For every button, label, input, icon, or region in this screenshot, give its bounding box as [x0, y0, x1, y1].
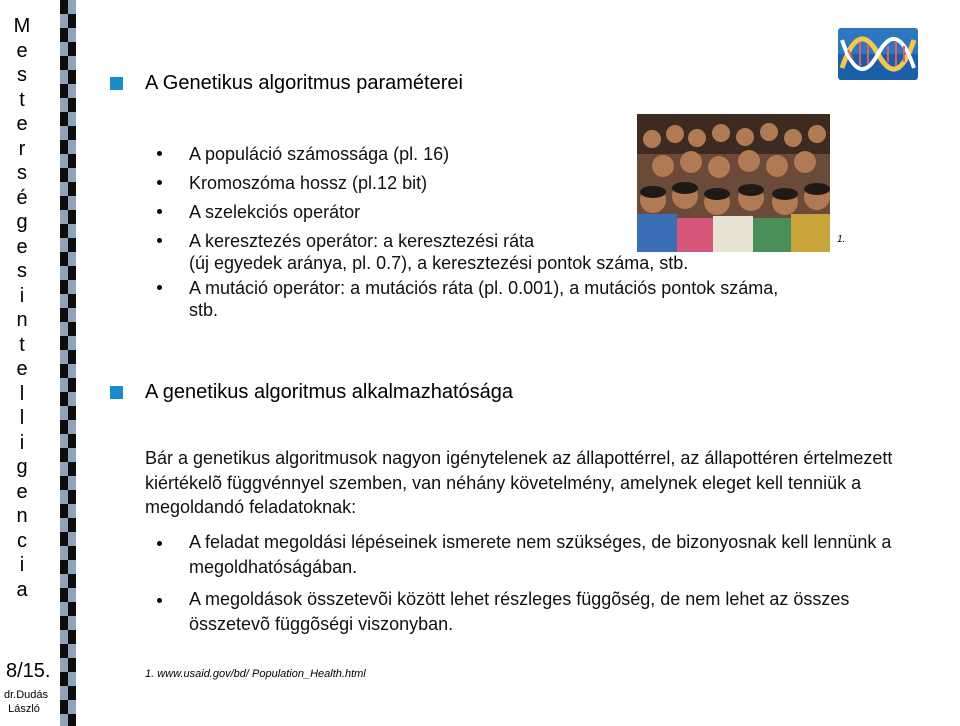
square-bullet-icon [110, 386, 123, 399]
vertical-title-letter: g [16, 456, 28, 478]
heading-text: A Genetikus algoritmus paraméterei [145, 72, 463, 94]
vertical-title-letter: i [19, 554, 25, 576]
list-item: Kromoszóma hossz (pl.12 bit) [153, 169, 913, 198]
vertical-title-letter: n [16, 309, 28, 331]
vertical-title-letter: e [16, 235, 28, 258]
vertical-title-letter: t [19, 88, 25, 111]
vertical-title-letter: t [19, 333, 25, 356]
image-reference-mark: 1. [837, 234, 846, 245]
applicability-paragraph: Bár a genetikus algoritmusok nagyon igénytelenek az állapottérrel, az állapottéren értelmezett kiértékelõ függvénnyel szemben, van néhány követelmény, amelynek eleget kell tenniük a megoldandó feladatoknak: [145, 448, 893, 517]
vertical-title-letter: e [16, 480, 28, 503]
dna-logo [838, 28, 918, 80]
square-bullet-icon [110, 77, 123, 90]
vertical-title-letter: s [17, 162, 27, 184]
vertical-title-letter: M [13, 15, 31, 37]
vertical-title-letter: r [18, 137, 26, 160]
list-item: A populáció számossága (pl. 16) [153, 140, 913, 169]
author-name: dr.Dudás László [4, 689, 49, 715]
list-item: A mutáció operátor: a mutációs ráta (pl. 0.001), a mutációs pontok száma, stb. [153, 274, 913, 321]
vertical-title-letter: l [19, 382, 25, 405]
footnote: 1. www.usaid.gov/bd/ Population_Health.html [145, 668, 366, 680]
requirements-list [153, 530, 933, 644]
vertical-title [0, 14, 44, 602]
list-item: A szelekciós operátor [153, 198, 913, 227]
vertical-title-letter: n [16, 505, 28, 527]
vertical-title-letter: é [16, 186, 28, 209]
vertical-title-letter: s [17, 64, 27, 86]
section-heading-parameters [110, 72, 463, 95]
vertical-title-letter: i [19, 284, 25, 307]
list-item: A megoldások összetevõi között lehet részleges függõség, de nem lehet az összes összetevõ függõségi viszonyban. [153, 587, 933, 636]
parameter-list [153, 140, 913, 321]
page-number: 8/15. [6, 660, 51, 682]
vertical-title-letter: g [16, 211, 28, 233]
vertical-title-letter: e [16, 113, 28, 135]
vertical-title-letter: e [16, 358, 28, 380]
decorative-bar-inner [60, 0, 68, 726]
list-item: A keresztezés operátor: a keresztezési ráta (új egyedek aránya, pl. 0.7), a keresztezési pontok száma, stb. [153, 227, 913, 274]
vertical-title-letter: l [19, 407, 25, 429]
vertical-title-letter: c [17, 529, 27, 552]
section-heading-applicability [110, 381, 513, 404]
list-item: A feladat megoldási lépéseinek ismerete nem szükséges, de bizonyosnak kell lennünk a megoldhatóságában. [153, 530, 933, 579]
vertical-title-letter: i [19, 431, 25, 454]
vertical-title-letter: e [16, 39, 28, 62]
vertical-title-letter: s [17, 260, 27, 282]
heading-text: A genetikus algoritmus alkalmazhatósága [145, 381, 513, 403]
vertical-title-letter: a [16, 578, 28, 601]
